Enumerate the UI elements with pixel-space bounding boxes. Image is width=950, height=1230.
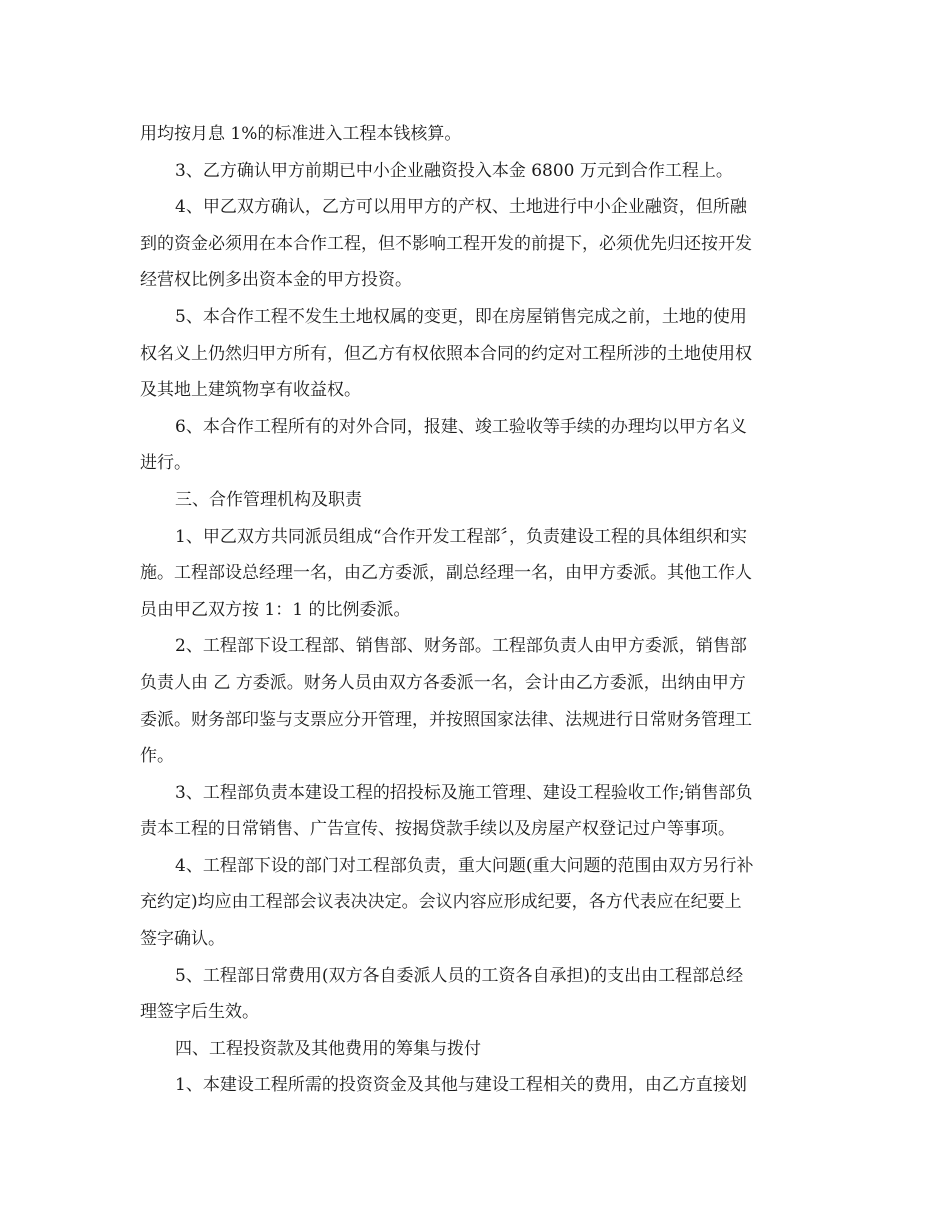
text-line: 理签字后生效。 [140, 1002, 259, 1023]
text-line: 责本工程的日常销售、广告宣传、按揭贷款手续以及房屋产权登记过户等事项。 [140, 819, 735, 840]
text-line: 2、工程部下设工程部、销售部、财务部。工程部负责人由甲方委派，销售部 [175, 636, 747, 657]
text-line: 3、乙方确认甲方前期已中小企业融资投入本金 6800 万元到合作工程上。 [175, 160, 733, 181]
text-line: 经营权比例多出资本金的甲方投资。 [140, 270, 412, 291]
text-line: 4、工程部下设的部门对工程部负责，重大问题(重大问题的范围由双方另行补 [175, 855, 754, 876]
document-body [140, 116, 816, 1104]
text-line: 到的资金必须用在本合作工程，但不影响工程开发的前提下，必须优先归还按开发 [140, 233, 752, 254]
text-line: 四、工程投资款及其他费用的筹集与拨付 [175, 1038, 481, 1059]
text-line: 4、甲乙双方确认，乙方可以用甲方的产权、土地进行中小企业融资，但所融 [175, 197, 747, 218]
text-line: 1、本建设工程所需的投资资金及其他与建设工程相关的费用，由乙方直接划 [175, 1075, 747, 1096]
text-line: 负责人由 乙 方委派。财务人员由双方各委派一名，会计由乙方委派，出纳由甲方 [140, 672, 746, 693]
text-line: 作。 [140, 746, 174, 767]
text-line: 用均按月息 1%的标准进入工程本钱核算。 [140, 124, 462, 144]
text-line: 5、本合作工程不发生土地权属的变更，即在房屋销售完成之前，土地的使用 [175, 306, 747, 327]
text-line: 1、甲乙双方共同派员组成“合作开发工程部〞，负责建设工程的具体组织和实 [175, 526, 748, 547]
text-line: 签字确认。 [140, 929, 225, 950]
text-line: 及其地上建筑物享有收益权。 [140, 380, 361, 401]
text-line: 进行。 [140, 453, 191, 474]
text-line: 充约定)均应由工程部会议表决决定。会议内容应形成纪要，各方代表应在纪要上 [140, 892, 742, 913]
text-line: 5、工程部日常费用(双方各自委派人员的工资各自承担)的支出由工程部总经 [175, 965, 744, 986]
text-line: 员由甲乙双方按 1：1 的比例委派。 [140, 599, 411, 620]
text-line: 委派。财务部印鉴与支票应分开管理，并按照国家法律、法规进行日常财务管理工 [140, 709, 752, 730]
text-line: 权名义上仍然归甲方所有，但乙方有权依照本合同的约定对工程所涉的土地使用权 [140, 343, 752, 364]
text-line: 三、合作管理机构及职责 [175, 489, 362, 510]
text-line: 施。工程部设总经理一名，由乙方委派，副总经理一名，由甲方委派。其他工作人 [140, 563, 752, 584]
text-line: 3、工程部负责本建设工程的招投标及施工管理、建设工程验收工作;销售部负 [175, 782, 753, 803]
text-line: 6、本合作工程所有的对外合同，报建、竣工验收等手续的办理均以甲方名义 [175, 416, 747, 437]
